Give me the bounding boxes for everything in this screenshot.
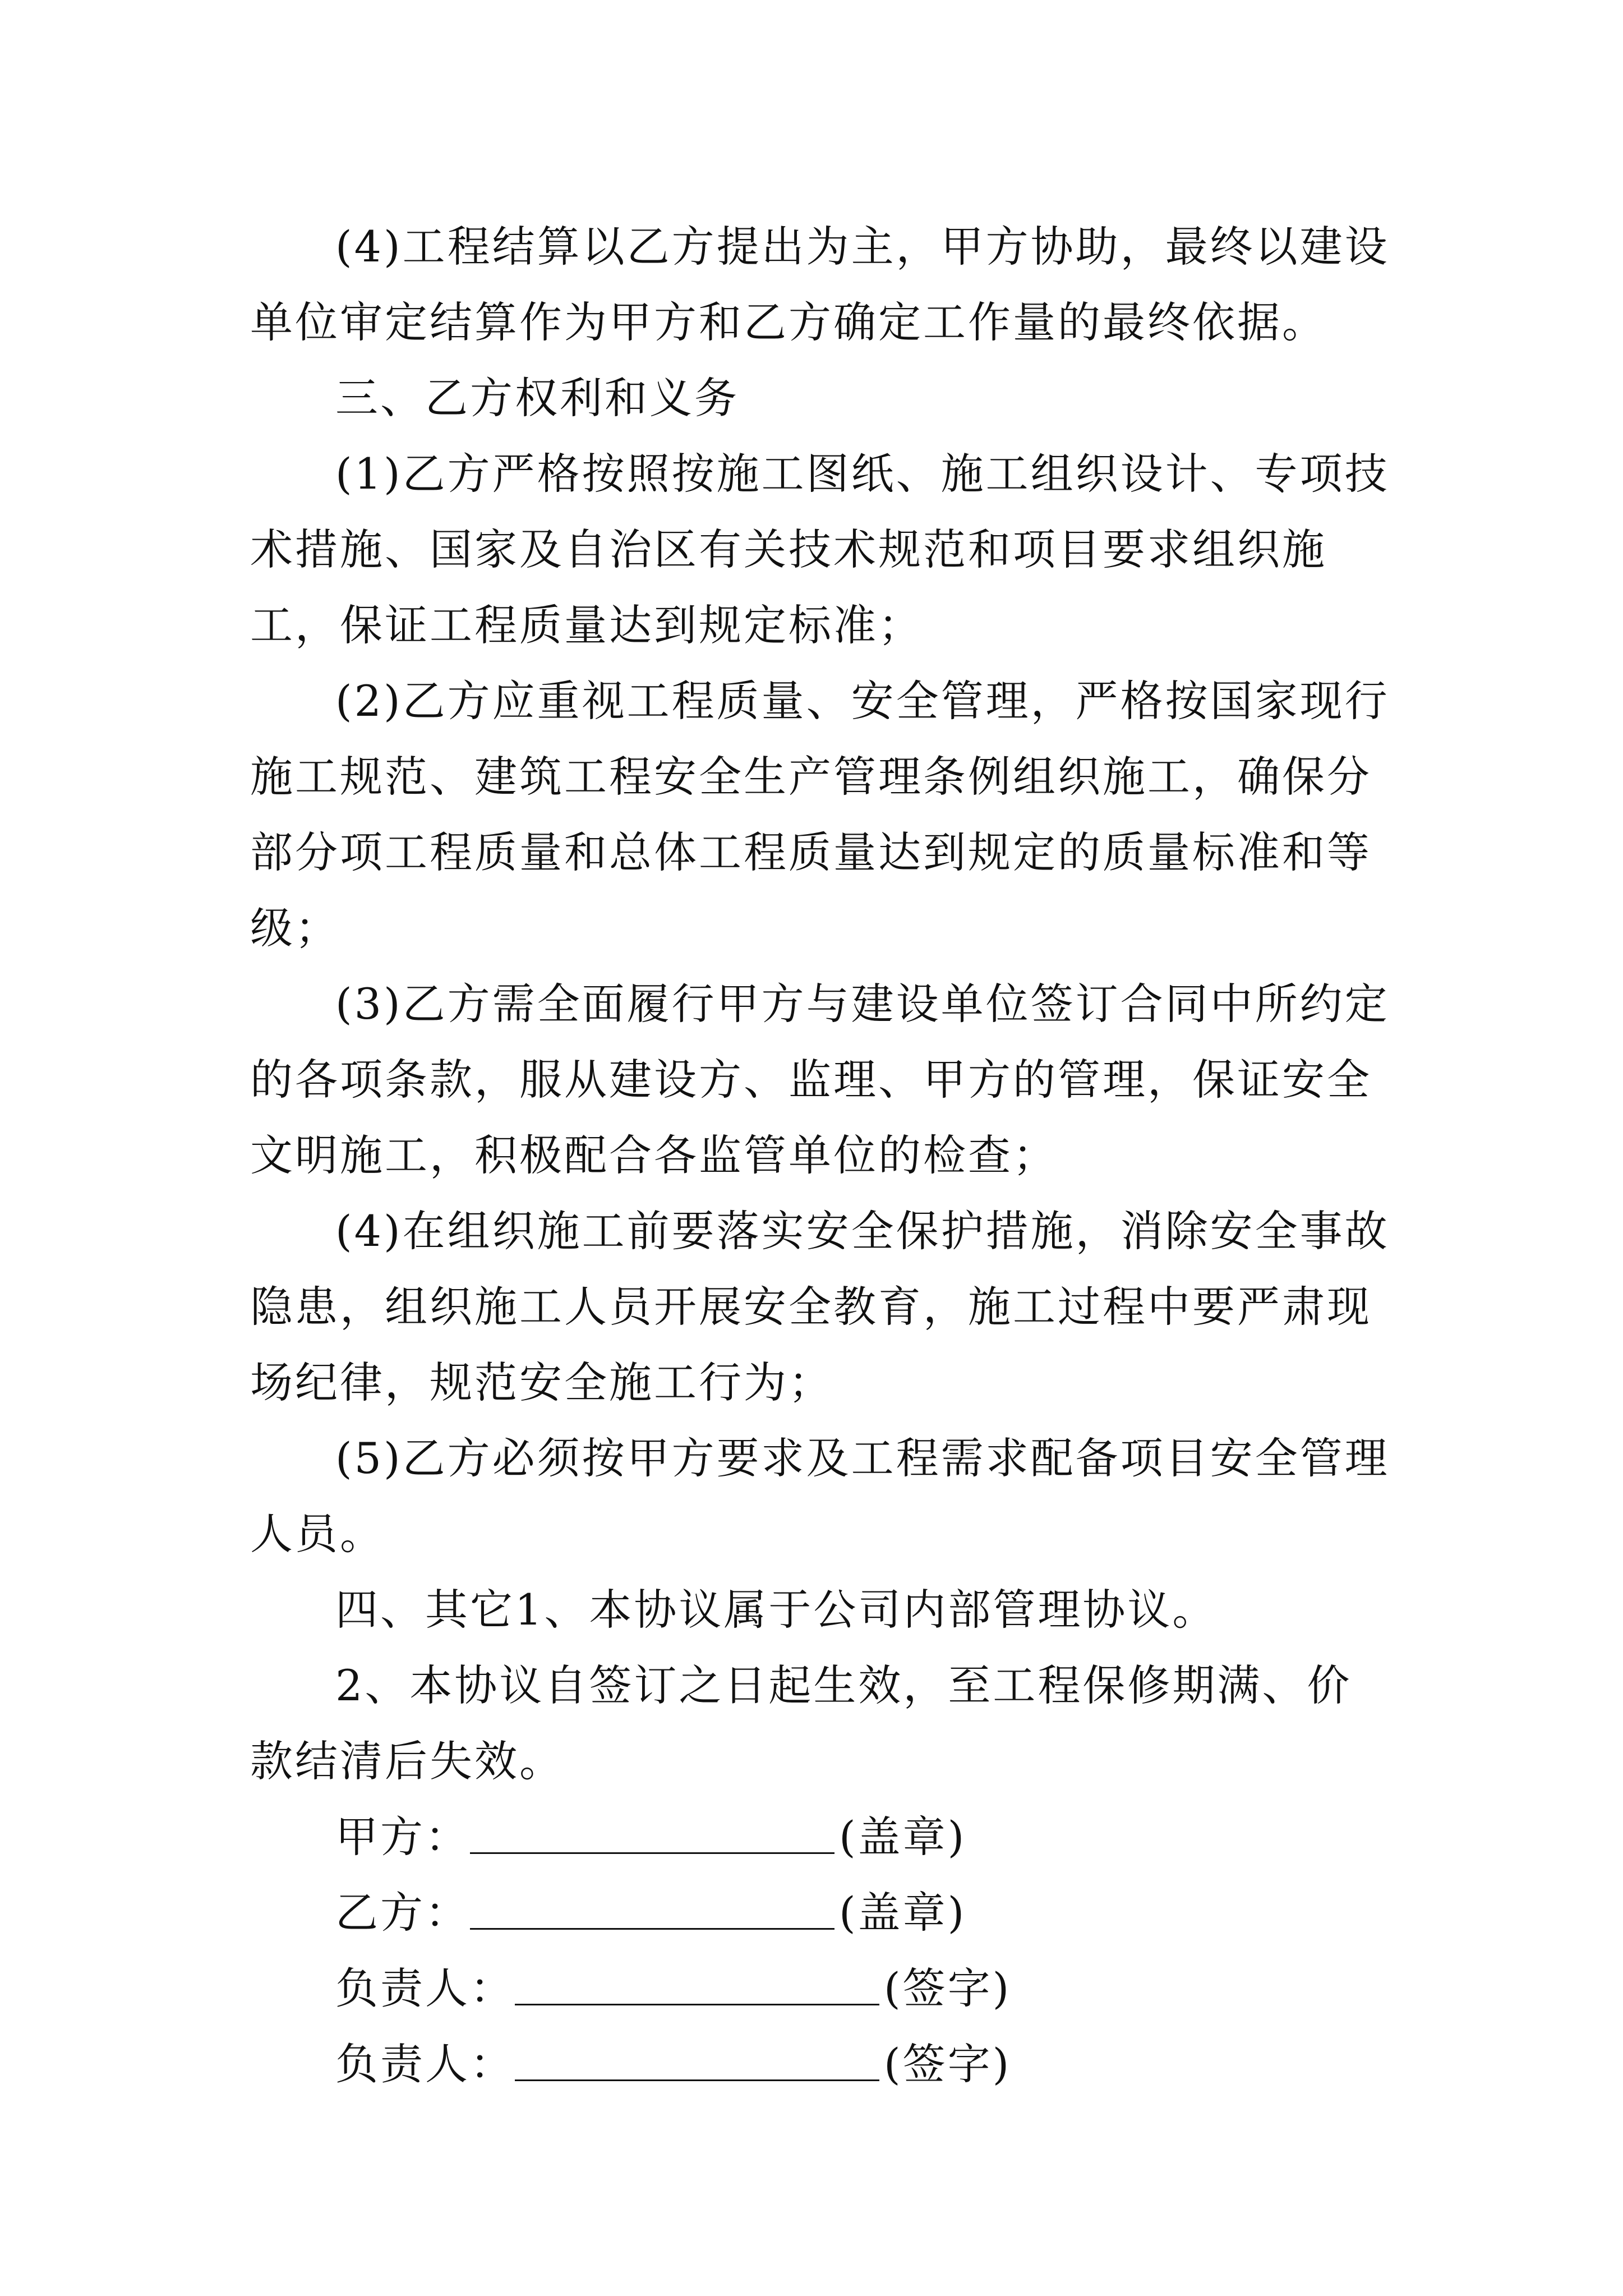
signature-line-responsible-2 (250, 2026, 1394, 2102)
paragraph-clause-5: (5)乙方必须按甲方要求及工程需求配备项目安全管理人员。 (250, 1433, 1390, 1559)
signature-label-party-b: 乙方： (335, 1888, 470, 1938)
signature-blank-party-b[interactable] (470, 1889, 834, 1930)
signature-label-responsible-1: 负责人： (335, 1963, 515, 2013)
signature-label-party-a: 甲方： (335, 1812, 470, 1862)
section-heading-party-b-rights: 三、乙方权利和义务 (335, 373, 739, 423)
signature-blank-party-a[interactable] (470, 1813, 834, 1854)
signature-note-party-a: (盖章) (839, 1812, 967, 1862)
paragraph-effective-date: 2、本协议自签订之日起生效，至工程保修期满、价款结清后失效。 (250, 1660, 1352, 1786)
paragraph-clause-1: (1)乙方严格按照按施工图纸、施工组织设计、专项技术措施、国家及自治区有关技术规范和项目要求组织施工，保证工程质量达到规定标准； (250, 449, 1390, 650)
paragraph-clause-2: (2)乙方应重视工程质量、安全管理，严格按国家现行施工规范、建筑工程安全生产管理条例组织施工，确保分部分项工程质量和总体工程质量达到规定的质量标准和等级； (250, 676, 1390, 953)
signature-line-party-a (250, 1799, 1394, 1875)
section-heading-other: 四、其它1、本协议属于公司内部管理协议。 (335, 1585, 1218, 1635)
paragraph-clause-3: (3)乙方需全面履行甲方与建设单位签订合同中所约定的各项条款，服从建设方、监理、甲方的管理，保证安全文明施工，积极配合各监管单位的检查； (250, 979, 1390, 1180)
paragraph-clause-4: (4)在组织施工前要落实安全保护措施，消除安全事故隐患，组织施工人员开展安全教育，施工过程中要严肃现场纪律，规范安全施工行为； (250, 1206, 1390, 1407)
signature-blank-responsible-1[interactable] (515, 1964, 879, 2005)
paragraph-settlement: (4)工程结算以乙方提出为主，甲方协助，最终以建设单位审定结算作为甲方和乙方确定工作量的最终依据。 (250, 222, 1390, 347)
signature-blank-responsible-2[interactable] (515, 2040, 879, 2081)
document-body (250, 209, 1394, 2102)
signature-label-responsible-2: 负责人： (335, 2039, 515, 2089)
signature-line-responsible-1 (250, 1950, 1394, 2026)
signature-note-responsible-2: (签字) (884, 2039, 1012, 2089)
signature-note-party-b: (盖章) (839, 1888, 967, 1938)
signature-note-responsible-1: (签字) (884, 1963, 1012, 2013)
signature-line-party-b (250, 1875, 1394, 1950)
